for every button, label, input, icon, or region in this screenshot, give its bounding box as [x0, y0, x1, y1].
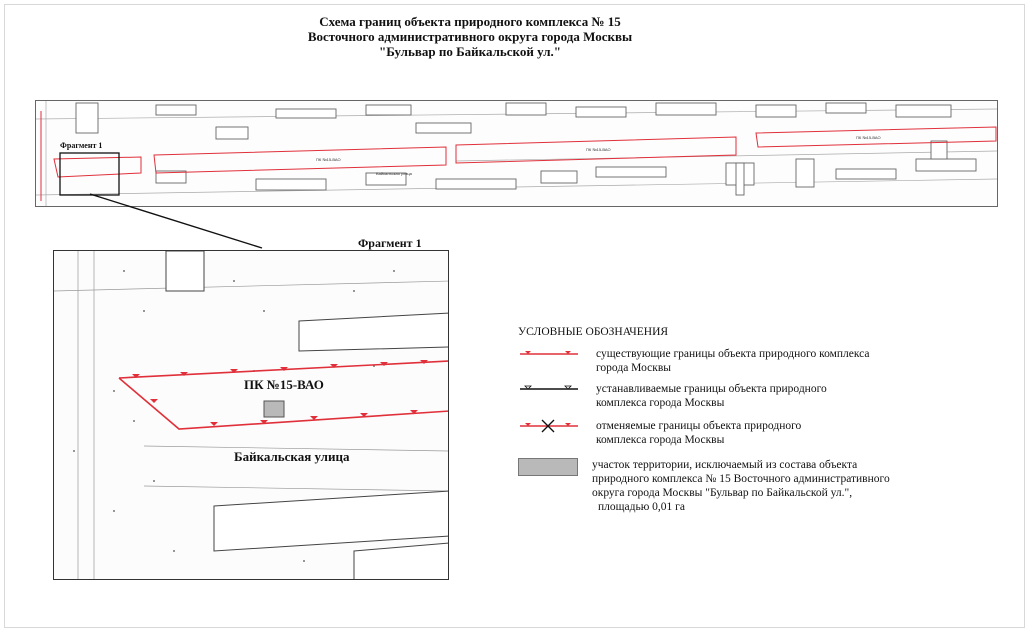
legend-item-4-line-4: площадью 0,01 га	[598, 501, 685, 513]
fragment-map-heading: Фрагмент 1	[358, 236, 422, 250]
overview-zone-label-3: ПК №15-ВАО	[856, 135, 881, 140]
legend-item-2-line-2: комплекса города Москвы	[596, 397, 725, 409]
fragment-map	[53, 250, 449, 580]
legend-item-1-line-2: города Москвы	[596, 362, 672, 374]
title-line-3: "Бульвар по Байкальской ул."	[379, 44, 561, 59]
legend-item-2-line-1: устанавливаемые границы объекта природного	[596, 383, 827, 395]
legend-item-4-line-3: округа города Москвы "Бульвар по Байкальской ул.",	[592, 487, 853, 499]
legend-heading: УСЛОВНЫЕ ОБОЗНАЧЕНИЯ	[518, 326, 669, 338]
overview-zone-label-1: ПК №15-ВАО	[316, 157, 341, 162]
overview-map-drawing	[36, 101, 998, 207]
map-title	[200, 14, 740, 59]
excluded-area-marker	[264, 401, 284, 417]
title-line-2: Восточного административного округа города Москвы	[307, 29, 633, 44]
legend-item-4-line-1: участок территории, исключаемый из состава объекта	[592, 459, 858, 471]
existing-boundary-symbol	[518, 347, 580, 361]
legend-item-4-line-2: природного комплекса № 15 Восточного административного	[592, 473, 890, 485]
overview-fragment-label: Фрагмент 1	[60, 141, 103, 150]
legend-item-1-line-1: существующие границы объекта природного комплекса	[596, 348, 870, 360]
cancelled-boundary-symbol	[518, 419, 580, 433]
legend-item-3-line-2: комплекса города Москвы	[596, 434, 725, 446]
fragment-zone-label: ПК №15-ВАО	[244, 377, 324, 392]
overview-street-label: Байкальская улица	[376, 171, 412, 176]
proposed-boundary-symbol	[518, 382, 580, 396]
overview-zone-label-2: ПК №15-ВАО	[586, 147, 611, 152]
fragment-street-label: Байкальская улица	[234, 449, 350, 464]
legend-item-3-line-1: отменяемые границы объекта природного	[596, 420, 802, 432]
overview-map	[35, 100, 998, 207]
fragment-map-drawing	[54, 251, 449, 580]
excluded-area-swatch	[518, 458, 578, 476]
title-line-1: Схема границ объекта природного комплекса № 15	[319, 14, 621, 29]
